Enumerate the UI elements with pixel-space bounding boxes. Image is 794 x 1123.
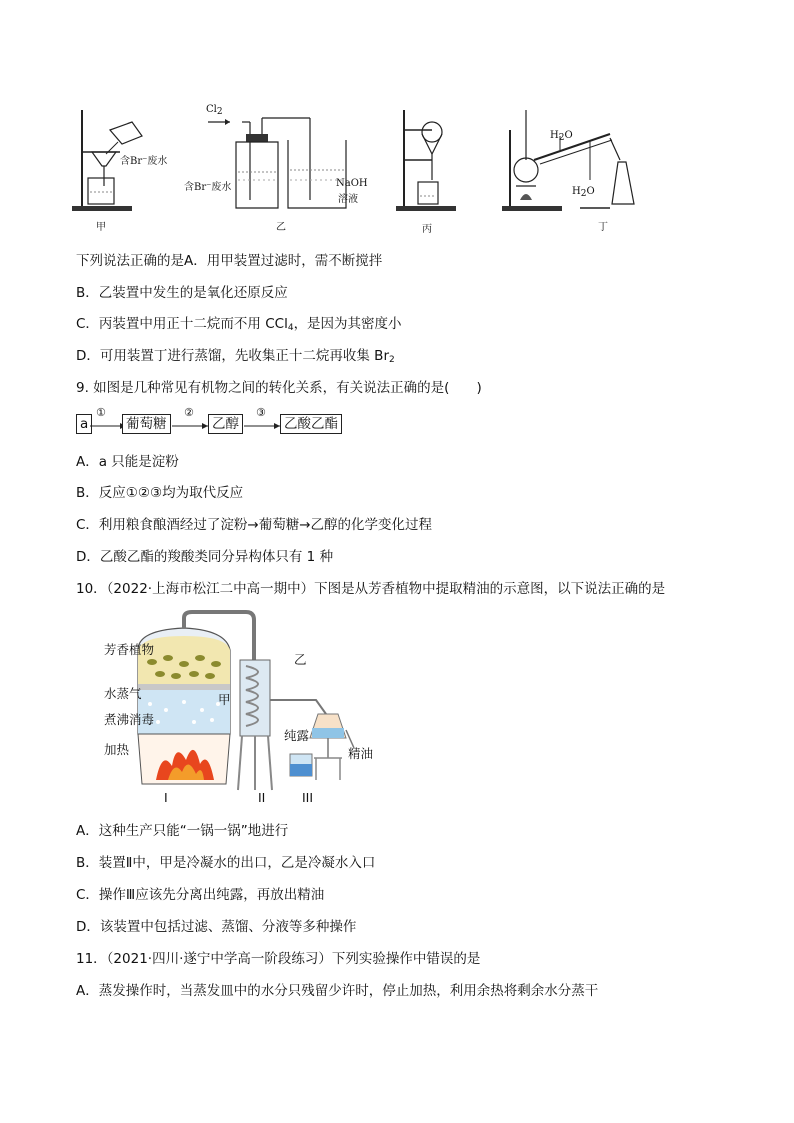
q8-option-c: C．丙装置中用正十二烷而不用 CCl$_4$，是因为其密度小 [76, 316, 402, 333]
fig10-label-jingyou: 精油 [348, 746, 374, 761]
q8-option-b: B．乙装置中发生的是氧化还原反应 [76, 285, 288, 301]
q10-stem: 10．（2022·上海市松江二中高一期中）下图是从芳香植物中提取精油的示意图，以下说法正确的是 [76, 581, 666, 597]
label-h2o-bottom: $H_2O$ [572, 186, 595, 199]
q10-option-b: B．装置Ⅱ中，甲是冷凝水的出口，乙是冷凝水入口 [76, 855, 376, 871]
label-naoh: NaOH [336, 178, 368, 189]
flow-arrow-3 [244, 420, 284, 432]
fig10-label-chunlu: 纯露 [284, 728, 310, 743]
fig10-label-steam: 水蒸气 [104, 686, 142, 701]
fig10-label-plant: 芳香植物 [104, 642, 155, 657]
label-waste-water-2: 含Br⁻废水 [184, 182, 232, 193]
flow-step-3: ③ [256, 406, 266, 419]
label-cl2: $Cl_2$ [206, 104, 223, 117]
fig10-label-III: III [302, 790, 314, 805]
flow-box-ethyl-acetate: 乙酸乙酯 [280, 414, 342, 434]
q9-stem: 9. 如图是几种常见有机物之间的转化关系，有关说法正确的是( ) [76, 380, 482, 396]
flow-arrow-2 [172, 420, 212, 432]
label-jia: 甲 [96, 222, 106, 233]
q9-option-b: B．反应①②③均为取代反应 [76, 485, 244, 501]
q8-option-d: D．可用装置丁进行蒸馏，先收集正十二烷再收集 $Br_2$ [76, 348, 395, 365]
fig10-label-II: II [258, 790, 266, 805]
q11-option-a: A．蒸发操作时，当蒸发皿中的水分只残留少许时，停止加热，利用余热将剩余水分蒸干 [76, 983, 599, 999]
q10-option-d: D．该装置中包括过滤、蒸馏、分液等多种操作 [76, 919, 357, 935]
q9-flowchart [76, 408, 376, 438]
flow-step-2: ② [184, 406, 194, 419]
q10-option-a: A．这种生产只能“一锅一锅”地进行 [76, 823, 289, 839]
q9-option-a: A．a 只能是淀粉 [76, 454, 179, 470]
flow-box-glucose: 葡萄糖 [122, 414, 171, 434]
fig10-label-I: I [164, 790, 168, 805]
flow-box-ethanol: 乙醇 [208, 414, 243, 434]
q10-option-c: C．操作Ⅲ应该先分离出纯露，再放出精油 [76, 887, 325, 903]
q9-option-d: D．乙酸乙酯的羧酸类同分异构体只有 1 种 [76, 549, 334, 565]
q11-stem: 11．（2021·四川·遂宁中学高一阶段练习）下列实验操作中错误的是 [76, 951, 481, 967]
fig10-label-heat: 加热 [104, 742, 130, 757]
fig10-label-boil: 煮沸消毒 [104, 712, 155, 727]
figure-q8 [70, 100, 640, 235]
label-bing: 丙 [422, 224, 432, 235]
label-waste-water-1: 含Br⁻废水 [120, 156, 168, 167]
label-h2o-top: $H_2O$ [550, 130, 573, 143]
fig10-label-jia: 甲 [218, 692, 231, 707]
q9-option-c: C．利用粮食酿酒经过了淀粉→葡萄糖→乙醇的化学变化过程 [76, 517, 433, 533]
apparatus-ding-distillation [500, 100, 640, 220]
apparatus-bing-separating-funnel [392, 100, 472, 220]
figure-q10 [76, 610, 376, 810]
flow-step-1: ① [96, 406, 106, 419]
q8-stem: 下列说法正确的是A．用甲装置过滤时，需不断搅拌 [76, 253, 383, 269]
label-ding: 丁 [598, 222, 608, 233]
label-naoh-solution: 溶液 [338, 194, 358, 205]
flow-box-a: a [76, 414, 92, 434]
label-yi: 乙 [276, 222, 286, 233]
fig10-label-yi: 乙 [294, 652, 307, 667]
